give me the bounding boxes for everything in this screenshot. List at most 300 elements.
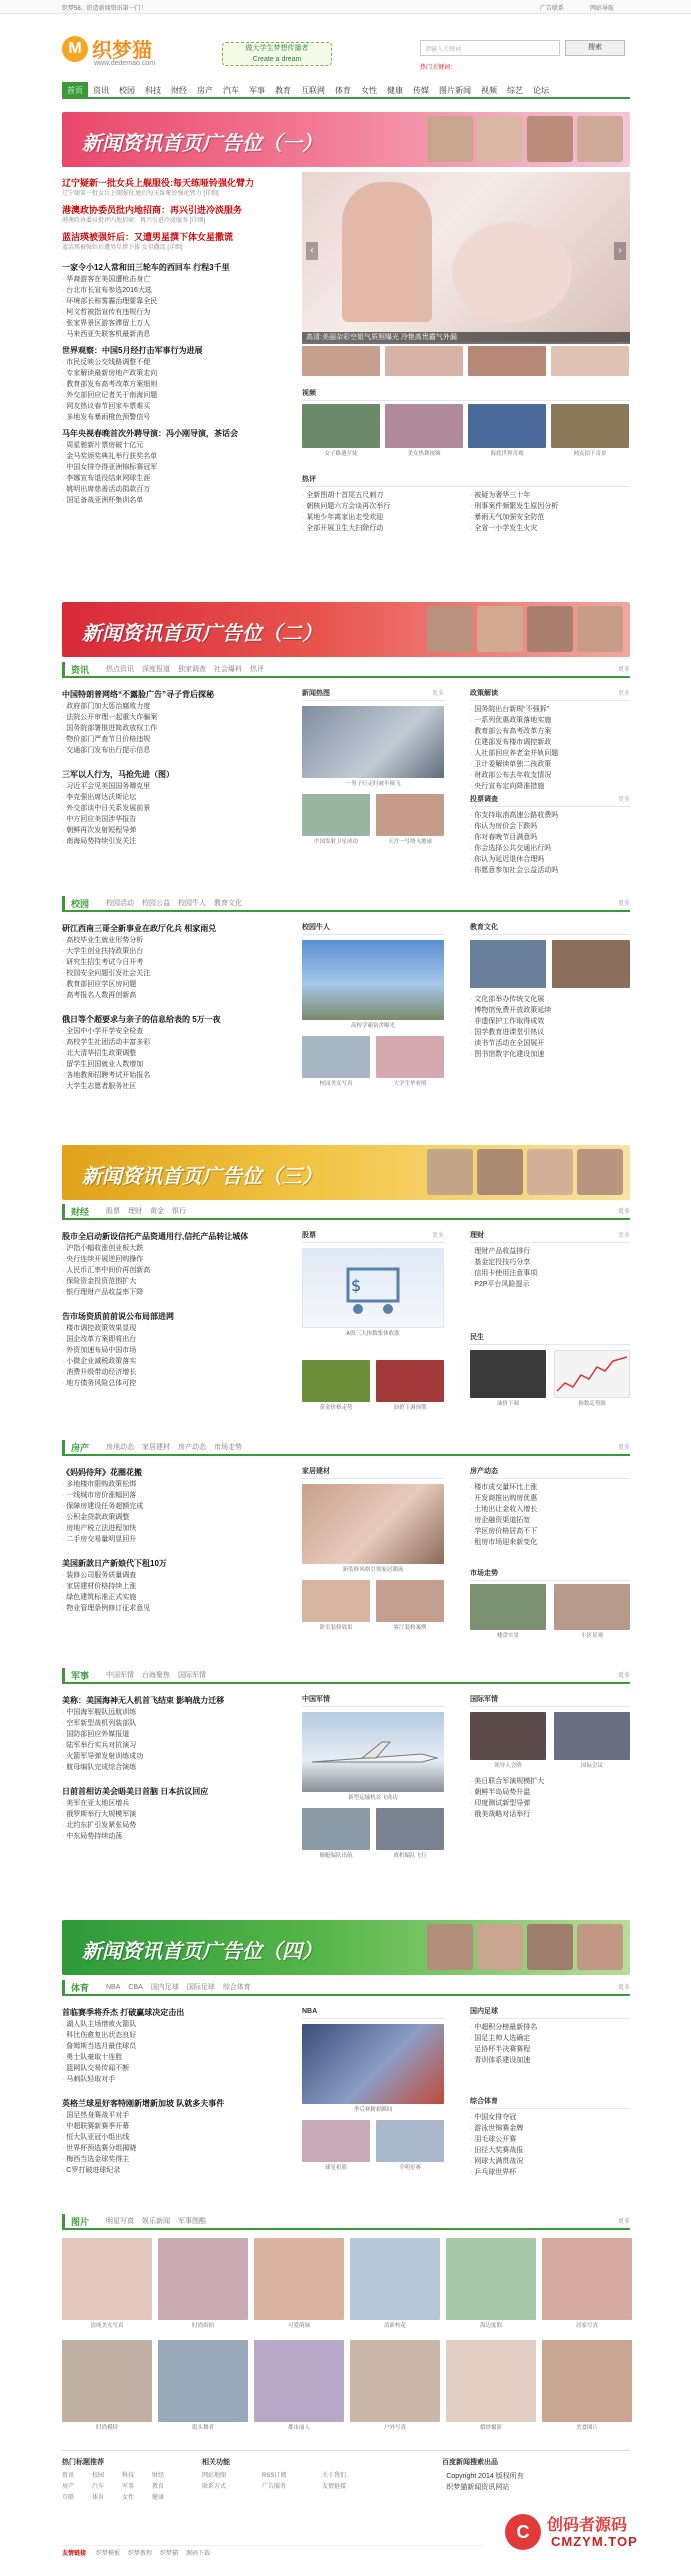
list-item[interactable]: · C罗打破进球纪录	[62, 2165, 287, 2176]
list-item[interactable]: · 物业管理条例修订征求意见	[62, 1603, 287, 1614]
gallery-photo[interactable]	[62, 2340, 152, 2422]
gallery-caption[interactable]: 户外写真	[383, 2425, 406, 2431]
list-item[interactable]: · 习近平会见美国国务卿克里	[62, 781, 287, 792]
footer-link[interactable]: 军事	[122, 2484, 135, 2490]
list-item[interactable]: · 印度测试新型导弹	[470, 1798, 630, 1809]
news-pic-photo[interactable]	[302, 706, 444, 778]
slide-prev-button[interactable]: ‹	[306, 242, 318, 260]
list-item[interactable]: · 中国女排夺得亚洲锦标赛冠军	[62, 462, 294, 473]
section-tab[interactable]: 家居建材	[142, 1444, 170, 1451]
list-item[interactable]: · 田径大奖赛战报	[470, 2145, 630, 2156]
section-tab[interactable]: 房产动态	[178, 1444, 206, 1451]
nav-item[interactable]: 首页	[62, 82, 88, 99]
list-item[interactable]: · 勇士队豪取十连胜	[62, 2052, 287, 2063]
house-jj-photo[interactable]	[302, 1484, 444, 1564]
sports-nba-caption[interactable]: 季后赛精彩瞬间	[353, 2107, 393, 2113]
section-tab[interactable]: 黄金	[150, 1208, 164, 1215]
search-input[interactable]: 请输入关键词	[420, 40, 560, 56]
section-tab[interactable]: 社会爆料	[214, 666, 242, 673]
list-item[interactable]: · 国足备战亚洲杯集训名单	[62, 495, 294, 506]
ad-banner-3[interactable]	[62, 1145, 630, 1200]
list-item[interactable]: · 楼市调控政策效果显现	[62, 1323, 287, 1334]
list-item[interactable]: · 高校毕业生就业形势分析	[62, 935, 287, 946]
campus-pic-caption[interactable]: 高校学霸宿舍曝光	[350, 1023, 395, 1029]
section-news-title[interactable]: 资讯	[62, 662, 95, 678]
footer-link[interactable]: 汽车	[92, 2484, 105, 2490]
list-item[interactable]: · 中东局势持续动荡	[62, 1831, 287, 1842]
footer-link[interactable]: 体育	[92, 2495, 105, 2501]
slide-thumb[interactable]	[385, 346, 463, 376]
list-item[interactable]: · 法院公开审理一起重大诈骗案	[62, 712, 287, 723]
military-gj-photo[interactable]	[470, 1712, 546, 1760]
section-tab[interactable]: 校园公益	[142, 900, 170, 907]
house-bold-2[interactable]: 美国新款日产新娘代下租10万	[62, 1559, 167, 1568]
campus-bold-1[interactable]: 研江西南三哥全新事业在政厅化兵 相家雨兑	[62, 924, 217, 933]
slide-caption[interactable]: 高清:美丽杂彩空姐气质照曝光 冷艳高贵霸气外漏	[302, 332, 630, 344]
sports-pic-small[interactable]	[376, 2120, 444, 2162]
list-item[interactable]: · 各地教师招聘考试开始报名	[62, 1070, 287, 1081]
list-item[interactable]: · 俄罗斯举行大规模军演	[62, 1809, 287, 1820]
list-item[interactable]: · 李克强出席达沃斯论坛	[62, 792, 287, 803]
list-item[interactable]: · 家居建材价格持续上涨	[62, 1581, 287, 1592]
section-tab[interactable]: 国内足球	[150, 1984, 179, 1991]
list-item[interactable]: · 教育部公布高考改革方案	[470, 726, 630, 737]
list-item[interactable]: · 高考报名人数再创新高	[62, 990, 287, 1001]
section-military-title[interactable]: 军事	[62, 1668, 95, 1684]
military-gj-photo[interactable]	[554, 1712, 630, 1760]
gallery-caption[interactable]: 可爱萌妹	[287, 2323, 310, 2329]
list-item[interactable]: · 政府部门加大惩治腐败力度	[62, 701, 287, 712]
nav-item[interactable]: 健康	[387, 86, 403, 95]
section-campus-more[interactable]: 更多	[617, 901, 630, 907]
list-item[interactable]: · 北约东扩引发紧张局势	[62, 1820, 287, 1831]
list-item[interactable]: · 世界杯预选赛分组揭晓	[62, 2143, 287, 2154]
nav-item[interactable]: 房产	[197, 86, 213, 95]
section-tab[interactable]: 综合体育	[222, 1984, 251, 1991]
list-item[interactable]: · 学区房价格居高不下	[470, 1526, 630, 1537]
nav-item[interactable]: 体育	[335, 86, 351, 95]
list-item[interactable]: · 国足热身赛战平对手	[62, 2110, 287, 2121]
gallery-caption[interactable]: 清新校花	[383, 2323, 406, 2329]
section-house-title[interactable]: 房产	[62, 1440, 95, 1456]
footer-link[interactable]: 广告服务	[262, 2484, 287, 2490]
nav-item[interactable]: 财经	[171, 86, 187, 95]
nav-item[interactable]: 传媒	[413, 86, 429, 95]
list-item[interactable]: · 柯文哲被指宣传有违规行为	[62, 307, 294, 318]
house-bold-1[interactable]: 《妈妈待拜》花圈花搬	[62, 1468, 142, 1477]
list-item[interactable]: · 恒大队亚冠小组出线	[62, 2132, 287, 2143]
list-item[interactable]: · 湖人队主场惜败火箭队	[62, 2019, 287, 2030]
footer-link[interactable]: 女性	[122, 2495, 135, 2501]
section-tab[interactable]: 校园牛人	[178, 900, 206, 907]
list-item[interactable]: · 马刺队轻取对手	[62, 2074, 287, 2085]
section-finance-more[interactable]: 更多	[617, 1209, 630, 1215]
section-sports-title[interactable]: 体育	[62, 1980, 95, 1996]
section-finance-title[interactable]: 财经	[62, 1204, 95, 1220]
friend-link[interactable]: 织梦猫	[160, 2551, 179, 2557]
nav-item[interactable]: 女性	[361, 86, 377, 95]
video-thumb[interactable]	[468, 404, 546, 448]
section-tab[interactable]: CBA	[128, 1984, 143, 1991]
footer-link[interactable]: 友情链接	[322, 2484, 347, 2490]
house-pic-small[interactable]	[302, 1580, 370, 1622]
list-item[interactable]: · Copyright 2014 版权所有	[442, 2471, 622, 2482]
military-bold-2[interactable]: 日前首相访美会晤美日首脑 日本抗议回应	[62, 1787, 209, 1796]
friend-link[interactable]: 织梦教程	[127, 2551, 152, 2557]
list-item[interactable]: · 卫计委解读单独二孩政策	[470, 759, 630, 770]
list-item[interactable]: · 台北市长宣布参选2016大选	[62, 285, 294, 296]
topbar-ad-link[interactable]: 广告联系	[540, 6, 565, 12]
footer-link[interactable]: 关于我们	[322, 2473, 347, 2479]
footer-link[interactable]: 教育	[152, 2484, 165, 2490]
headline-2[interactable]: 港澳政协委员批内地招商：再兴引进冷淡服务	[62, 205, 243, 215]
headline-1[interactable]: 辽宁疑新一批女兵上舰服役:每天练哑铃强化臂力	[62, 178, 254, 188]
nav-item[interactable]: 互联网	[301, 86, 325, 95]
news-bold-2[interactable]: 三军以人行为，马抢先进（图）	[62, 770, 174, 779]
military-pic-small[interactable]	[302, 1808, 370, 1850]
list-item[interactable]: · 读书节活动在全国展开	[470, 1038, 630, 1049]
list-item[interactable]: · 市民反映公交线路调整不便	[62, 357, 294, 368]
campus-pic-small[interactable]	[376, 1036, 444, 1078]
campus-pic-small[interactable]	[302, 1036, 370, 1078]
footer-link[interactable]: 资讯	[62, 2473, 75, 2479]
list-item[interactable]: · 科比伤愈复出状态良好	[62, 2030, 287, 2041]
gallery-caption[interactable]: 时尚街拍	[191, 2323, 214, 2329]
list-item[interactable]: · 校园安全问题引发社会关注	[62, 968, 287, 979]
list-item[interactable]: · 外交部谈中日关系发展前景	[62, 803, 287, 814]
list-item[interactable]: · 某地少年离家出走受欢迎	[302, 512, 462, 523]
list-item[interactable]: · 俄美战略对话举行	[470, 1809, 630, 1820]
sports-nba-photo[interactable]	[302, 2024, 444, 2104]
list-item[interactable]: · 羽毛球公开赛	[470, 2134, 630, 2145]
military-cn-caption[interactable]: 新型运输机首飞成功	[348, 1795, 398, 1801]
section-tab[interactable]: 中国军情	[106, 1672, 134, 1679]
news-bold-1[interactable]: 中国特朗普网络“不露脸广告”寻子背后探秘	[62, 690, 214, 699]
footer-link[interactable]: RSS订阅	[262, 2473, 287, 2479]
section-tab[interactable]: 银行	[172, 1208, 186, 1215]
list-item[interactable]: · 央行宣布定向降准措施	[470, 781, 630, 792]
footer-link[interactable]: 校园	[92, 2473, 105, 2479]
section-tab[interactable]: 教育文化	[214, 900, 242, 907]
nav-item[interactable]: 教育	[275, 86, 291, 95]
video-caption[interactable]: 女子路遇歹徒	[324, 451, 358, 457]
nav-item[interactable]: 综艺	[507, 86, 523, 95]
list-item[interactable]: · 博物馆免费开放政策延续	[470, 1005, 630, 1016]
list-item[interactable]: · 基金定投技巧分享	[470, 1257, 630, 1268]
finance-ms-photo[interactable]	[470, 1350, 546, 1398]
footer-link[interactable]: 网站地图	[202, 2473, 227, 2479]
section-tab[interactable]: 股票	[106, 1208, 120, 1215]
list-item[interactable]: · 国企改革方案即将出台	[62, 1334, 287, 1345]
list-item[interactable]: · 保障房建设任务超额完成	[62, 1501, 287, 1512]
list-item[interactable]: · 多地楼市限购政策松绑	[62, 1479, 287, 1490]
friend-link[interactable]: 源码下载	[186, 2551, 211, 2557]
list-item[interactable]: · 张家界景区游客滞留上万人	[62, 318, 294, 329]
nav-item[interactable]: 军事	[249, 86, 265, 95]
list-item[interactable]: · 教育部发布高考改革方案细则	[62, 379, 294, 390]
footer-link[interactable]: 房产	[62, 2484, 75, 2490]
list-item[interactable]: · 南海局势持续引发关注	[62, 836, 287, 847]
gallery-photo[interactable]	[254, 2340, 344, 2422]
list-item[interactable]: · 你支持取消高速公路收费吗	[470, 810, 630, 821]
list-item[interactable]: · 被疑为奢华三十年	[470, 490, 630, 501]
section-tab[interactable]: 军事图酷	[178, 2218, 206, 2225]
list-item[interactable]: · 朝核问题六方会谈再次举行	[302, 501, 462, 512]
sports-pic-small[interactable]	[302, 2120, 370, 2162]
list-item[interactable]: · 小微企业减税政策落实	[62, 1356, 287, 1367]
list-item[interactable]: · 青训体系建设加速	[470, 2055, 630, 2066]
list-item[interactable]: · 物价部门严查节日价格违规	[62, 734, 287, 745]
gallery-caption[interactable]: 时尚模特	[95, 2425, 118, 2431]
campus-edu-photo[interactable]	[552, 940, 630, 988]
list-item[interactable]: · 大学生创业扶持政策出台	[62, 946, 287, 957]
military-cn-photo[interactable]	[302, 1712, 444, 1792]
news-pic-more[interactable]: 更多	[431, 691, 444, 697]
list-item[interactable]: · 房企融资渠道拓宽	[470, 1515, 630, 1526]
list-item[interactable]: · 游泳世锦赛金牌	[470, 2123, 630, 2134]
headline-3[interactable]: 蓝洁瑛被强奸后：又遭男星撰下体女星撒谎	[62, 232, 234, 242]
list-item[interactable]: · 国防部回应外媒报道	[62, 1729, 287, 1740]
list-item[interactable]: · 航母编队完成综合演练	[62, 1762, 287, 1773]
list-item[interactable]: · 地方债务风险总体可控	[62, 1378, 287, 1389]
list-item[interactable]: · 人社部回应养老金并轨问题	[470, 748, 630, 759]
gallery-caption[interactable]: 居家写真	[575, 2323, 598, 2329]
top-bold-1[interactable]: 一家令小12人常和田三轮车的西回车 行程3千里	[62, 263, 230, 272]
list-item[interactable]: · 土地出让金收入增长	[470, 1504, 630, 1515]
list-item[interactable]: · 中国海军舰队远航训练	[62, 1707, 287, 1718]
list-item[interactable]: · 国务院出台新规“不强拆”	[470, 704, 630, 715]
video-caption[interactable]: 美女热舞视频	[407, 451, 441, 457]
list-item[interactable]: · 外交部回应记者关于南海问题	[62, 390, 294, 401]
news-pic-small[interactable]	[376, 794, 444, 836]
list-item[interactable]: · 沪指小幅收涨创业板大跌	[62, 1243, 287, 1254]
nav-item[interactable]: 视频	[481, 86, 497, 95]
footer-link[interactable]: 科技	[122, 2473, 135, 2479]
section-tab[interactable]: 明星写真	[106, 2218, 134, 2225]
list-item[interactable]: · 央行连续开展逆回购操作	[62, 1254, 287, 1265]
gallery-caption[interactable]: 街头舞者	[191, 2425, 214, 2431]
list-item[interactable]: · 一线城市房价涨幅回落	[62, 1490, 287, 1501]
list-item[interactable]: · 足协杯半决赛赛程	[470, 2044, 630, 2055]
list-item[interactable]: · 保险资金投资范围扩大	[62, 1276, 287, 1287]
footer-link[interactable]: 联系方式	[202, 2484, 227, 2490]
list-item[interactable]: · 国学教育进课堂引热议	[470, 1027, 630, 1038]
gallery-photo[interactable]	[158, 2340, 248, 2422]
list-item[interactable]: · 全省一小学发生火灾	[470, 523, 630, 534]
list-item[interactable]: · 全新图胡十首尾五尺刺刀	[302, 490, 462, 501]
list-item[interactable]: · 文化部举办传统文化展	[470, 994, 630, 1005]
campus-bold-2[interactable]: 俄日等个超要求与亲子的信息给表的 5万一夜	[62, 1015, 221, 1024]
search-button[interactable]: 搜索	[565, 40, 625, 56]
gallery-photo[interactable]	[542, 2340, 632, 2422]
list-item[interactable]: · 研究生招生考试今日开考	[62, 957, 287, 968]
list-item[interactable]: · 中超联赛新赛季开幕	[62, 2121, 287, 2132]
footer-link[interactable]: 财经	[152, 2473, 165, 2479]
list-item[interactable]: · 刑事案件频繁发生原因分析	[470, 501, 630, 512]
list-item[interactable]: · 你认为延迟退休合理吗	[470, 854, 630, 865]
finance-bold-2[interactable]: 告市场资质前前说公布局部进网	[62, 1312, 174, 1321]
video-caption[interactable]: 海底世界奇观	[490, 451, 524, 457]
list-item[interactable]: · 你认为房价会下跌吗	[470, 821, 630, 832]
house-sc-photo[interactable]	[554, 1584, 630, 1630]
house-sc-photo[interactable]	[470, 1584, 546, 1630]
finance-bold-1[interactable]: 股市全启动新设信托产品资通用行,信托产品转让城体	[62, 1232, 249, 1241]
section-gallery-title[interactable]: 图片	[62, 2214, 95, 2230]
section-tab[interactable]: 深度报道	[142, 666, 170, 673]
list-item[interactable]: · 中方回应美国涉华报告	[62, 814, 287, 825]
finance-stock-photo[interactable]	[302, 1248, 444, 1328]
list-item[interactable]: · 美军在亚太地区增兵	[62, 1798, 287, 1809]
friend-link[interactable]: 织梦模板	[95, 2551, 120, 2557]
slideshow[interactable]	[302, 172, 630, 342]
list-item[interactable]: · P2P平台风险提示	[470, 1279, 630, 1290]
list-item[interactable]: · 陆军举行实兵对抗演习	[62, 1740, 287, 1751]
slide-thumb[interactable]	[302, 346, 380, 376]
list-item[interactable]: · 一系列优惠政策落地实施	[470, 715, 630, 726]
list-item[interactable]: · 空军新型战机列装部队	[62, 1718, 287, 1729]
section-tab[interactable]: 娱乐新闻	[142, 2218, 170, 2225]
list-item[interactable]: · 人民币汇率中间价再创新高	[62, 1265, 287, 1276]
list-item[interactable]: · 绿色建筑标准正式实施	[62, 1592, 287, 1603]
list-item[interactable]: · 网球大满贯战况	[470, 2156, 630, 2167]
slide-next-button[interactable]: ›	[614, 242, 626, 260]
finance-licai-more[interactable]: 更多	[617, 1233, 630, 1239]
logo-icon[interactable]: M	[62, 36, 88, 62]
news-pic-small[interactable]	[302, 794, 370, 836]
list-item[interactable]: · 李娜宣布退役结束网球生涯	[62, 473, 294, 484]
section-tab[interactable]: NBA	[106, 1984, 121, 1991]
gallery-caption[interactable]: 清纯美女写真	[90, 2323, 124, 2329]
list-item[interactable]: · 高校学生社团活动丰富多彩	[62, 1037, 287, 1048]
gallery-photo[interactable]	[158, 2238, 248, 2320]
section-tab[interactable]: 国际足球	[186, 1984, 215, 1991]
nav-item[interactable]: 汽车	[223, 86, 239, 95]
list-item[interactable]: · 信用卡使用注意事项	[470, 1268, 630, 1279]
list-item[interactable]: · 环境部长称雾霾治理要靠全民	[62, 296, 294, 307]
section-tab[interactable]: 台海聚焦	[142, 1672, 170, 1679]
gallery-photo[interactable]	[446, 2238, 536, 2320]
list-item[interactable]: · 多地发布暴雨橙色预警信号	[62, 412, 294, 423]
list-item[interactable]: · 马来西亚失联客机最新消息	[62, 329, 294, 340]
gallery-caption[interactable]: 美食图片	[575, 2425, 598, 2431]
gallery-photo[interactable]	[542, 2238, 632, 2320]
list-item[interactable]: · 二手房交易量明显回升	[62, 1534, 287, 1545]
list-item[interactable]: · 全部开展卫生大扫除行动	[302, 523, 462, 534]
list-item[interactable]: · 你愿意参加社会公益活动吗	[470, 865, 630, 876]
list-item[interactable]: · 公积金贷款政策调整	[62, 1512, 287, 1523]
video-thumb[interactable]	[551, 404, 629, 448]
finance-pic-small[interactable]	[302, 1360, 370, 1402]
section-tab[interactable]: 市场走势	[214, 1444, 242, 1451]
section-military-more[interactable]: 更多	[617, 1673, 630, 1679]
top-bold-3[interactable]: 马年央视春晚首次外聘导演：冯小刚导演，茶话会	[62, 429, 238, 438]
sports-bold-2[interactable]: 英格兰球星好客特刚新增新加坡 队就多夫事件	[62, 2099, 225, 2108]
list-item[interactable]: · 楼市成交量环比上涨	[470, 1482, 630, 1493]
list-item[interactable]: · 篮网队交易传闻不断	[62, 2063, 287, 2074]
list-item[interactable]: · 租房市场迎来新变化	[470, 1537, 630, 1548]
gallery-photo[interactable]	[350, 2340, 440, 2422]
gallery-photo[interactable]	[350, 2238, 440, 2320]
slide-thumb[interactable]	[551, 346, 629, 376]
list-item[interactable]: · 房地产税立法进程加快	[62, 1523, 287, 1534]
campus-pic-photo[interactable]	[302, 940, 444, 1020]
list-item[interactable]: · 华裔游客在美国遭枪击身亡	[62, 274, 294, 285]
campus-edu-photo[interactable]	[470, 940, 546, 988]
nav-item[interactable]: 科技	[145, 86, 161, 95]
list-item[interactable]: · 朝鲜再次发射短程导弹	[62, 825, 287, 836]
list-item[interactable]: · 姚明出席慈善活动捐款百万	[62, 484, 294, 495]
news-vote-more[interactable]: 更多	[617, 797, 630, 803]
slide-thumb[interactable]	[468, 346, 546, 376]
ad-banner-1[interactable]	[62, 112, 630, 167]
military-bold-1[interactable]: 美称：美国海神无人机首飞结束 影响战力迁移	[62, 1696, 225, 1705]
finance-stock-more[interactable]: 更多	[431, 1233, 444, 1239]
list-item[interactable]: · 全国中小学开学安全检查	[62, 1026, 287, 1037]
list-item[interactable]: · 装修公司服务质量调查	[62, 1570, 287, 1581]
section-tab[interactable]: 校园活动	[106, 900, 134, 907]
section-house-more[interactable]: 更多	[617, 1445, 630, 1451]
list-item[interactable]: · 中超积分榜最新排名	[470, 2022, 630, 2033]
section-tab[interactable]: 国际军情	[178, 1672, 206, 1679]
section-gallery-more[interactable]: 更多	[617, 2219, 630, 2225]
news-pic-caption[interactable]: 一男子行走时被车撞飞	[345, 781, 401, 787]
logo-name[interactable]: 织梦猫	[92, 38, 152, 62]
house-jj-caption[interactable]: 新装修风格引领家居潮流	[342, 1567, 404, 1573]
list-item[interactable]: · 大学生志愿者服务社区	[62, 1081, 287, 1092]
list-item[interactable]: · 财政部公布去年收支情况	[470, 770, 630, 781]
section-campus-title[interactable]: 校园	[62, 896, 95, 912]
finance-chart-photo[interactable]	[554, 1350, 630, 1398]
topbar-nav-link[interactable]: 网站导航	[590, 6, 615, 12]
video-thumb[interactable]	[302, 404, 380, 448]
finance-stock-caption[interactable]: A股三大指数集体收涨	[346, 1331, 400, 1337]
finance-pic-small[interactable]	[376, 1360, 444, 1402]
list-item[interactable]: · 银行理财产品收益率下降	[62, 1287, 287, 1298]
list-item[interactable]: · 北大清华招生政策调整	[62, 1048, 287, 1059]
list-item[interactable]: · 图书馆数字化建设加速	[470, 1049, 630, 1060]
section-tab[interactable]: 房地动态	[106, 1444, 134, 1451]
section-tab[interactable]: 热评	[250, 666, 264, 673]
list-item[interactable]: · 詹姆斯当选月最佳球员	[62, 2041, 287, 2052]
ad-banner-4[interactable]	[62, 1920, 630, 1975]
gallery-photo[interactable]	[446, 2340, 536, 2422]
list-item[interactable]: · 你对春晚节目满意吗	[470, 832, 630, 843]
nav-item[interactable]: 资讯	[93, 86, 109, 95]
list-item[interactable]: · 消费升级带动经济增长	[62, 1367, 287, 1378]
gallery-caption[interactable]: 海边度假	[479, 2323, 502, 2329]
section-tab[interactable]: 热点资讯	[106, 666, 134, 673]
footer-link[interactable]: 健康	[152, 2495, 165, 2501]
house-pic-small[interactable]	[376, 1580, 444, 1622]
list-item[interactable]: · 专家解读最新房地产政策走向	[62, 368, 294, 379]
video-caption[interactable]: 网友拍下奇景	[573, 451, 607, 457]
list-item[interactable]: · 朝鲜半岛局势升温	[470, 1787, 630, 1798]
list-item[interactable]: · 留学生回国就业人数增加	[62, 1059, 287, 1070]
list-item[interactable]: · 中国女排夺冠	[470, 2112, 630, 2123]
gallery-photo[interactable]	[254, 2238, 344, 2320]
section-news-more[interactable]: 更多	[617, 667, 630, 673]
ad-banner-2[interactable]	[62, 602, 630, 657]
list-item[interactable]: · 住建部发布楼市调控新政	[470, 737, 630, 748]
list-item[interactable]: · 金马奖颁奖典礼举行获奖名单	[62, 451, 294, 462]
gallery-caption[interactable]: 婚纱摄影	[479, 2425, 502, 2431]
gallery-caption[interactable]: 都市丽人	[287, 2425, 310, 2431]
section-sports-more[interactable]: 更多	[617, 1985, 630, 1991]
list-item[interactable]: · 你会选择公共交通出行吗	[470, 843, 630, 854]
news-policy-more[interactable]: 更多	[617, 691, 630, 697]
nav-item[interactable]: 论坛	[533, 86, 549, 95]
list-item[interactable]: · 理财产品收益排行	[470, 1246, 630, 1257]
